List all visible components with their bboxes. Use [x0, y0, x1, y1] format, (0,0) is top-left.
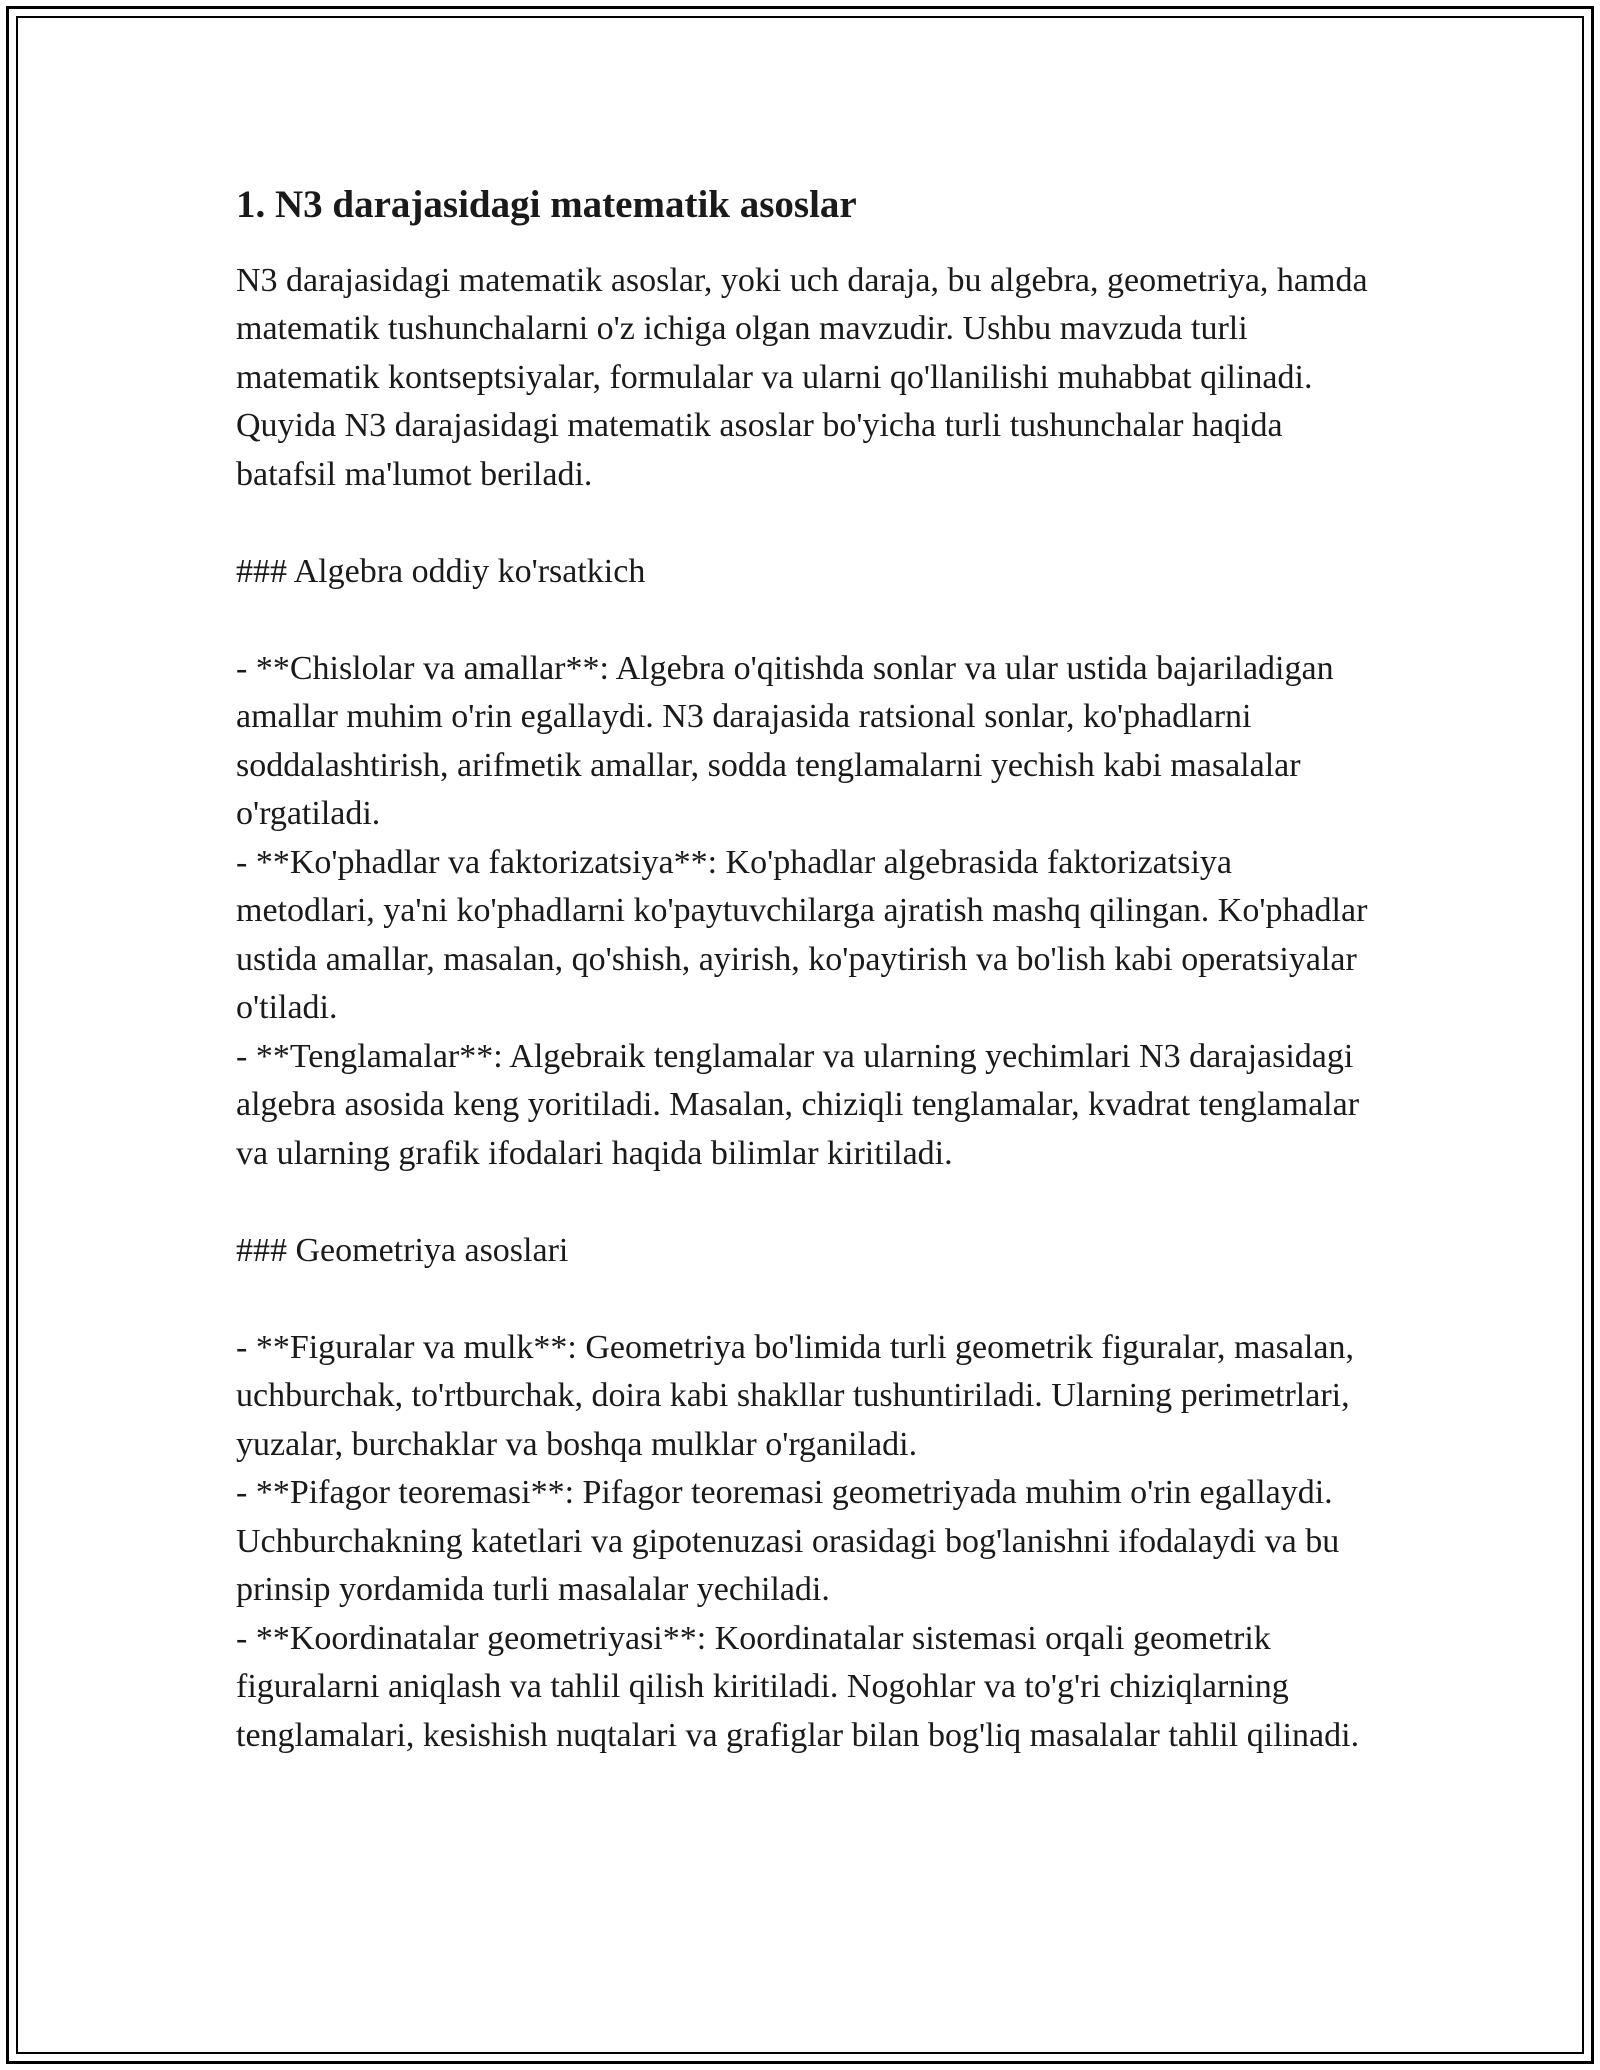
spacer: [236, 1178, 1376, 1227]
spacer: [236, 499, 1376, 548]
section-heading-geometry: ### Geometriya asoslari: [236, 1231, 569, 1269]
list-item: - **Figuralar va mulk**: Geometriya bo'limida turli geometrik figuralar, masalan, uchburchak, to'rtburchak, doira kabi shakllar tushuntiriladi. Ularning perimetrlari, yuzalar, burchaklar va boshqa mulklar o'rganiladi.: [236, 1328, 1354, 1463]
list-item: - **Ko'phadlar va faktorizatsiya**: Ko'phadlar algebrasida faktorizatsiya metodlari, ya'ni ko'phadlarni ko'paytuvchilarga ajratish mashq qilingan. Ko'phadlar ustida amallar, masalan, qo'shish, ayirish, ko'paytirish va bo'lish kabi operatsiyalar o'tiladi.: [236, 843, 1368, 1027]
spacer: [236, 1275, 1376, 1324]
list-item: - **Pifagor teoremasi**: Pifagor teoremasi geometriyada muhim o'rin egallaydi. Uchburchakning katetlari va gipotenuzasi orasidagi bog'lanishni ifodalaydi va bu prinsip yordamida turli masalalar yechiladi.: [236, 1474, 1340, 1609]
document-title: 1. N3 darajasidagi matematik asoslar: [236, 183, 857, 226]
list-item: - **Koordinatalar geometriyasi**: Koordinatalar sistemasi orqali geometrik figuralarni aniqlash va tahlil qilish kiritiladi. Nogohlar va to'g'ri chiziqlarning tenglamalari, kesishish nuqtalari va grafiglar bilan bog'liq masalalar tahlil qilinadi.: [236, 1619, 1360, 1754]
intro-paragraph: N3 darajasidagi matematik asoslar, yoki uch daraja, bu algebra, geometriya, hamda matematik tushunchalarni o'z ichiga olgan mavzudir. Ushbu mavzuda turli matematik kontseptsiyalar, formulalar va ularni qo'llanilishi muhabbat qilinadi. Quyida N3 darajasidagi matematik asoslar bo'yicha turli tushunchalar haqida batafsil ma'lumot beriladi.: [236, 261, 1368, 493]
list-item: - **Chislolar va amallar**: Algebra o'qitishda sonlar va ular ustida bajariladigan amallar muhim o'rin egallaydi. N3 darajasida ratsional sonlar, ko'phadlarni soddalashtirish, arifmetik amallar, sodda tenglamalarni yechish kabi masalalar o'rgatiladi.: [236, 649, 1334, 833]
list-item: - **Tenglamalar**: Algebraik tenglamalar va ularning yechimlari N3 darajasidagi algebra asosida keng yoritiladi. Masalan, chiziqli tenglamalar, kvadrat tenglamalar va ularning grafik ifodalari haqida bilimlar kiritiladi.: [236, 1037, 1360, 1172]
spacer: [236, 596, 1376, 645]
section-heading-algebra: ### Algebra oddiy ko'rsatkich: [236, 552, 646, 590]
document-body: [236, 182, 1376, 1760]
